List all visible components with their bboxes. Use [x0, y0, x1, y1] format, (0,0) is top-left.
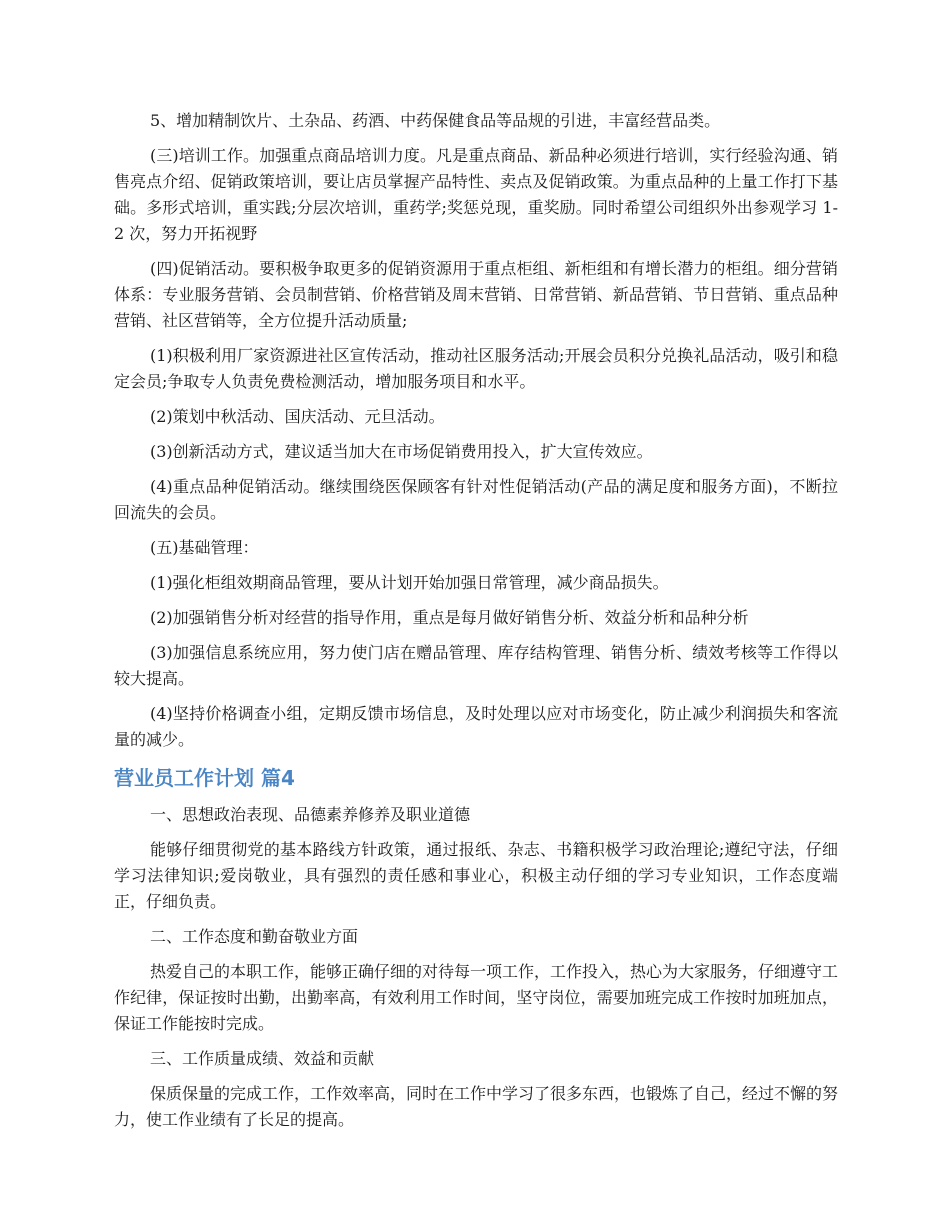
paragraph: (3)加强信息系统应用，努力使门店在赠品管理、库存结构管理、销售分析、绩效考核等工作得以较大提高。 — [114, 643, 838, 688]
paragraph: 一、思想政治表现、品德素养修养及职业道德 — [150, 805, 471, 824]
paragraph: 5、增加精制饮片、土杂品、药酒、中药保健食品等品规的引进，丰富经营品类。 — [150, 111, 721, 130]
paragraph: (1)强化柜组效期商品管理，要从计划开始加强日常管理，减少商品损失。 — [150, 573, 669, 592]
paragraph: 二、工作态度和勤奋敬业方面 — [150, 927, 359, 946]
paragraph: (3)创新活动方式，建议适当加大在市场促销费用投入，扩大宣传效应。 — [150, 442, 653, 461]
section-title: 营业员工作计划 篇4 — [114, 766, 295, 790]
paragraph: 热爱自己的本职工作，能够正确仔细的对待每一项工作，工作投入，热心为大家服务，仔细遵守工作纪律，保证按时出勤，出勤率高，有效利用工作时间，坚守岗位，需要加班完成工作按时加班加点，保证工作能按时完成。 — [114, 962, 839, 1033]
paragraph: (4)坚持价格调查小组，定期反馈市场信息，及时处理以应对市场变化，防止减少利润损失和客流量的减少。 — [114, 704, 838, 749]
paragraph: (五)基础管理： — [150, 538, 259, 557]
paragraph: (2)加强销售分析对经营的指导作用，重点是每月做好销售分析、效益分析和品种分析 — [150, 608, 749, 627]
paragraph: (2)策划中秋活动、国庆活动、元旦活动。 — [150, 407, 445, 426]
paragraph: (1)积极利用厂家资源进社区宣传活动，推动社区服务活动;开展会员积分兑换礼品活动，吸引和稳定会员;争取专人负责免费检测活动，增加服务项目和水平。 — [114, 346, 838, 391]
paragraph: 三、工作质量成绩、效益和贡献 — [150, 1049, 375, 1068]
document-body — [114, 108, 838, 1142]
paragraph: (4)重点品种促销活动。继续围绕医保顾客有针对性促销活动(产品的满足度和服务方面)，不断拉回流失的会员。 — [114, 477, 838, 522]
paragraph: 保质保量的完成工作，工作效率高，同时在工作中学习了很多东西，也锻炼了自己，经过不懈的努力，使工作业绩有了长足的提高。 — [114, 1084, 839, 1129]
paragraph: (四)促销活动。要积极争取更多的促销资源用于重点柜组、新柜组和有增长潜力的柜组。细分营销体系：专业服务营销、会员制营销、价格营销及周末营销、日常营销、新品营销、节日营销、重点品种营销、社区营销等，全方位提升活动质量; — [114, 259, 838, 330]
paragraph: 能够仔细贯彻党的基本路线方针政策，通过报纸、杂志、书籍积极学习政治理论;遵纪守法，仔细学习法律知识;爱岗敬业，具有强烈的责任感和事业心，积极主动仔细的学习专业知识，工作态度端正，仔细负责。 — [114, 840, 838, 911]
paragraph: (三)培训工作。加强重点商品培训力度。凡是重点商品、新品种必须进行培训，实行经验沟通、销售亮点介绍、促销政策培训，要让店员掌握产品特性、卖点及促销政策。为重点品种的上量工作打下基础。多形式培训，重实践;分层次培训，重药学;奖惩兑现，重奖励。同时希望公司组织外出参观学习 1-2 次，努力开拓视野 — [114, 146, 838, 243]
